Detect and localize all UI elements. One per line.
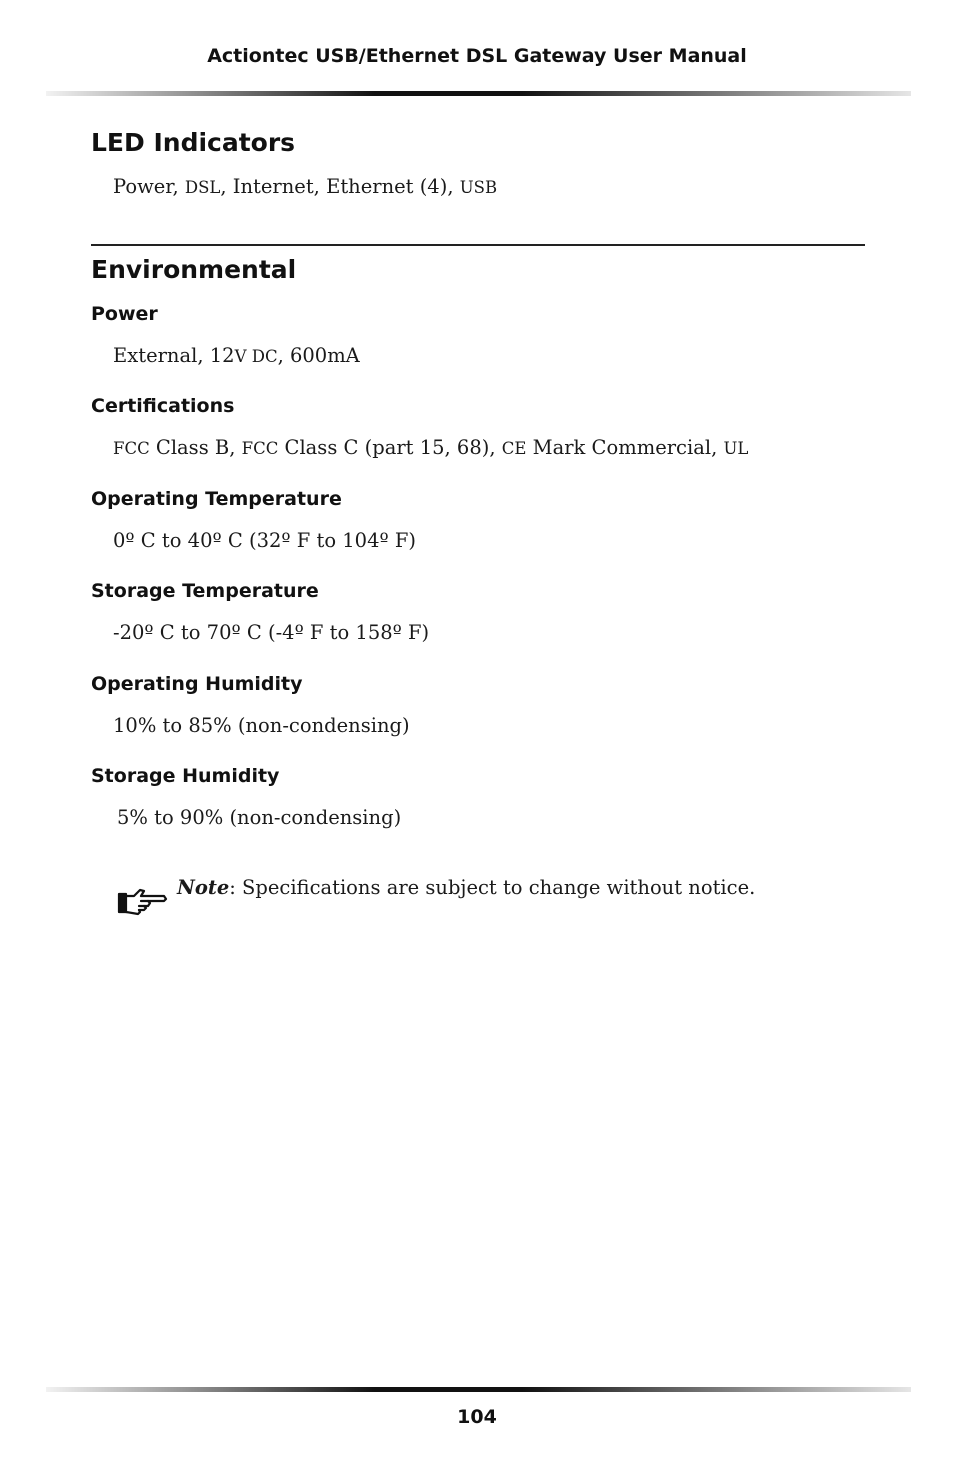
storage-humidity-heading: Storage Humidity (91, 765, 280, 787)
text-run-smallcaps: FCC (113, 439, 150, 458)
operating-temperature-text: 0º C to 40º C (32º F to 104º F) (113, 529, 416, 552)
section-divider (91, 244, 865, 246)
pointing-hand-icon (117, 882, 169, 916)
led-indicators-text (113, 175, 497, 198)
note-body: : Specifications are subject to change without notice. (229, 876, 756, 899)
note (117, 876, 755, 916)
environmental-title: Environmental (91, 255, 297, 284)
text-run-smallcaps: USB (459, 178, 498, 197)
page-number: 104 (457, 1406, 497, 1428)
storage-temperature-text: -20º C to 70º C (-4º F to 158º F) (113, 621, 430, 644)
storage-temperature-heading: Storage Temperature (91, 580, 319, 602)
power-heading: Power (91, 303, 158, 325)
certifications-text (113, 436, 748, 459)
text-run-smallcaps: DSL (184, 178, 221, 197)
text-run: , Internet, Ethernet (4), (220, 175, 460, 198)
text-run-smallcaps: FCC (241, 439, 279, 458)
text-run: Power, (113, 175, 185, 198)
operating-humidity-heading: Operating Humidity (91, 673, 303, 695)
text-run: , 600mA (277, 344, 360, 367)
text-run: Class C (part 15, 68), (278, 436, 502, 459)
text-run-smallcaps: CE (501, 439, 527, 458)
power-text (113, 344, 360, 367)
led-indicators-title: LED Indicators (91, 128, 296, 157)
text-run-smallcaps: UL (723, 439, 749, 458)
storage-humidity-text: 5% to 90% (non-condensing) (117, 806, 402, 829)
text-run-smallcaps: V DC (234, 347, 278, 366)
text-run: External, 12 (113, 344, 235, 367)
note-text (177, 876, 755, 899)
text-run: Mark Commercial, (526, 436, 724, 459)
text-run: Class B, (149, 436, 242, 459)
header-rule (46, 91, 911, 96)
certifications-heading: Certifications (91, 395, 235, 417)
note-label: Note (177, 876, 230, 899)
operating-temperature-heading: Operating Temperature (91, 488, 342, 510)
running-header: Actiontec USB/Ethernet DSL Gateway User Manual (207, 45, 747, 67)
footer-rule (46, 1387, 911, 1392)
operating-humidity-text: 10% to 85% (non-condensing) (113, 714, 410, 737)
